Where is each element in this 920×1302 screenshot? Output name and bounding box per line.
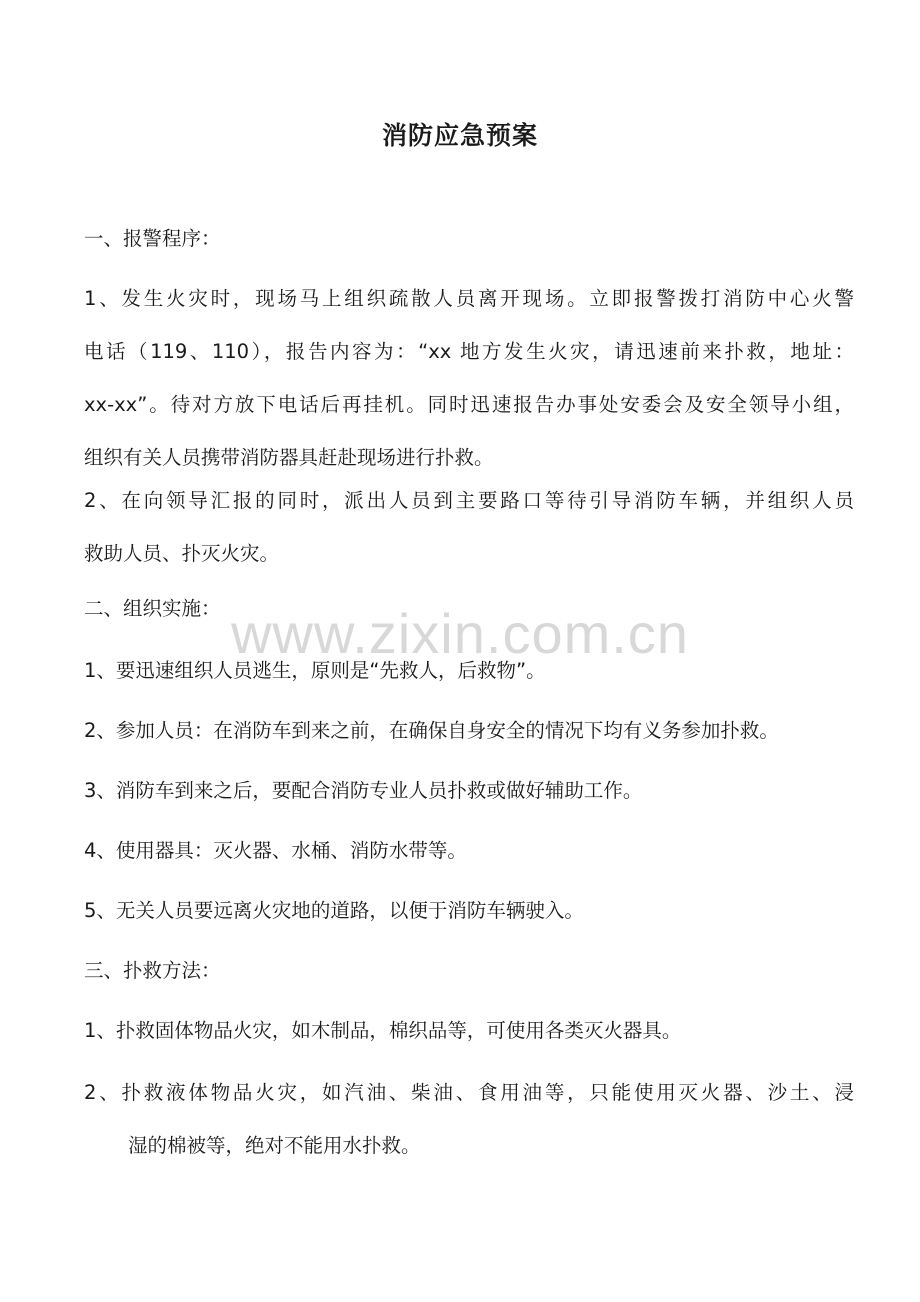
paragraph-implementation-4 — [84, 824, 854, 877]
paragraph-implementation-1 — [84, 644, 854, 697]
paragraph-implementation-5 — [84, 884, 854, 937]
document-title: 消防应急预案 — [381, 121, 538, 150]
paragraph-line: 2、在向领导汇报的同时，派出人员到主要路口等待引导消防车辆，并组织人员 — [84, 489, 854, 512]
section-heading-alarm — [84, 212, 854, 265]
heading-text: 二、组织实施： — [84, 597, 221, 620]
paragraph-methods-2 — [84, 1066, 854, 1172]
paragraph-line: 1、发生火灾时，现场马上组织疏散人员离开现场。立即报警拨打消防中心火警 — [84, 287, 854, 310]
paragraph-implementation-3 — [84, 764, 854, 817]
watermark: www.zixin.com.cn — [231, 602, 689, 665]
paragraph-methods-1 — [84, 1004, 854, 1057]
paragraph-line: 5、无关人员要远离火灾地的道路，以便于消防车辆驶入。 — [84, 899, 584, 922]
paragraph-line: 1、要迅速组织人员逃生，原则是“先救人，后救物”。 — [84, 659, 546, 682]
paragraph-line: 4、使用器具：灭火器、水桶、消防水带等。 — [84, 839, 467, 862]
paragraph-line: 电话（119、110），报告内容为：“xx 地方发生火灾，请迅速前来扑救，地址： — [84, 340, 854, 363]
paragraph-line: xx-xx”。待对方放下电话后再挂机。同时迅速报告办事处安委会及安全领导小组， — [84, 393, 854, 416]
paragraph-alarm-1 — [84, 272, 854, 484]
section-heading-implementation — [84, 582, 854, 635]
paragraph-line: 湿的棉被等，绝对不能用水扑救。 — [128, 1134, 421, 1157]
paragraph-line: 2、参加人员：在消防车到来之前，在确保自身安全的情况下均有义务参加扑救。 — [84, 719, 779, 742]
paragraph-line: 2、扑救液体物品火灾，如汽油、柴油、食用油等，只能使用灭火器、沙土、浸 — [84, 1081, 854, 1104]
heading-text: 三、扑救方法： — [84, 959, 221, 982]
paragraph-line: 1、扑救固体物品火灾，如木制品，棉织品等，可使用各类灭火器具。 — [84, 1019, 682, 1042]
section-heading-methods — [84, 944, 854, 997]
paragraph-alarm-2 — [84, 474, 854, 580]
heading-text: 一、报警程序： — [84, 227, 221, 250]
paragraph-line: 组织有关人员携带消防器具赶赴现场进行扑救。 — [84, 446, 494, 469]
paragraph-implementation-2 — [84, 704, 854, 757]
paragraph-line: 救助人员、扑灭火灾。 — [84, 542, 280, 565]
paragraph-line: 3、消防车到来之后，要配合消防专业人员扑救或做好辅助工作。 — [84, 779, 643, 802]
